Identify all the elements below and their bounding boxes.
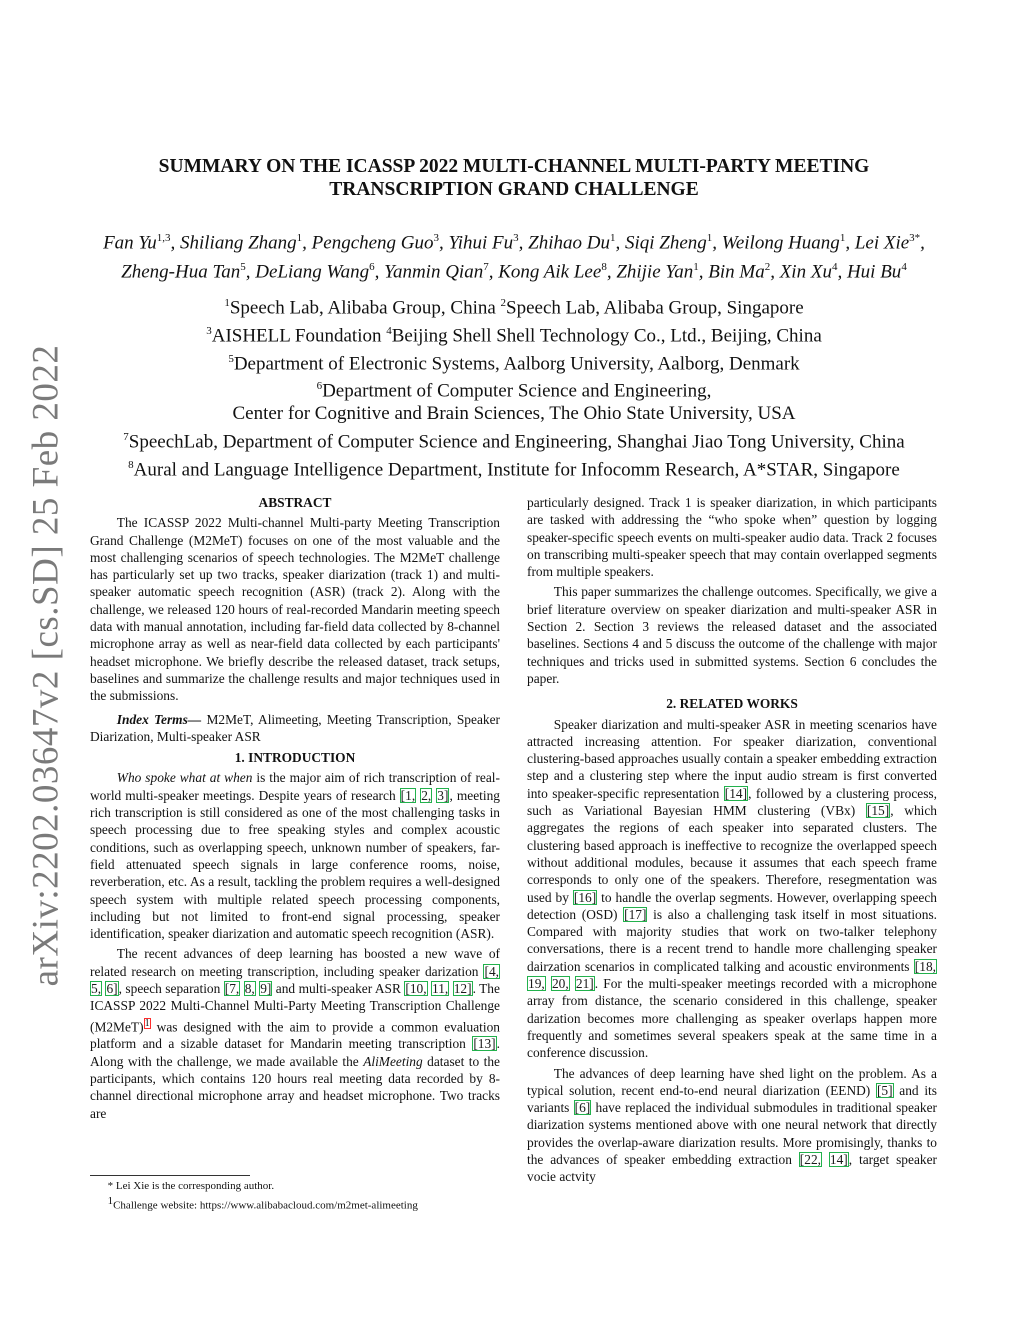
affiliation: Department of Computer Science and Engineering, [322,380,712,402]
author-name: Hui Bu [846,261,902,283]
text-run: to handle the overlap segments. However, overlapping speech detection (OSD) [527,889,937,922]
citation-link[interactable]: 5, [91,981,102,997]
title-line-2: TRANSCRIPTION GRAND CHALLENGE [329,179,699,200]
right-paragraph-2: This paper summarizes the challenge outcomes. Specifically, we give a brief literature overview on speaker diarization and multi-speaker ASR in Section 2. Section 3 reviews the released dataset and the associated baselines. Sections 4 and 5 discuss the outcome of the challenge with major techniques and tricks used in submitted systems. Section 6 concludes the paper. [527,584,937,686]
affiliation: Speech Lab, Alibaba Group, Singapore [506,297,804,319]
citation-link[interactable]: [13] [473,1036,496,1052]
author-name: Bin Ma [708,261,765,283]
author-name: Lei Xie [854,232,910,254]
affil-sup: 1 [224,297,230,309]
text-run: have replaced the individual submodules in traditional speaker diarization systems mentioned above with one neural network that directly provides the overlap-aware diarization results. More promisingly, thanks to the advances of speaker embedding extraction [527,1100,937,1167]
right-paragraph-1: particularly designed. Track 1 is speaker diarization, in which participants are tasked with addressing the “who spoke when” question by logging speaker-specific speech events on multi-speaker audio data. Track 2 focuses on transcribing multi-speaker speech that may contain overlapped segments from multiple speakers. [527,495,937,580]
citation-link[interactable]: 14] [829,1151,848,1167]
affiliation-line [60,426,968,454]
footnotes [90,1179,500,1213]
author-sup: 8 [601,261,607,274]
title-line-1: SUMMARY ON THE ICASSP 2022 MULTI-CHANNEL MULTI-PARTY MEETING [158,156,870,177]
author-name: Weilong Huang [721,232,840,254]
paper-title [100,155,928,201]
affiliation: Aural and Language Intelligence Department, Institute for Infocomm Research, A*STAR, Singapore [133,458,900,480]
intro-paragraph-2 [90,945,500,1121]
author-sup: 4 [901,261,907,274]
abstract-text: The ICASSP 2022 Multi-channel Multi-party Meeting Transcription Grand Challenge (M2MeT) focuses on one of the most valuable and the most challenging scenarios of speech technologies. The M2MeT challenge has particularly set up two tracks, speaker diarization (track 1) and multi-speaker automatic speech recognition (ASR) (track 2). Along with the challenge, we released 120 hours of real-recorded Mandarin meeting speech data with manual annotation, including far-field data collected by 8-channel microphone array as well as near-field data collected by each participants' headset microphone. We briefly describe the released dataset, track setups, baselines and summarize the challenge results and major techniques used in the submissions. [90,515,500,704]
text-run: Speaker diarization and multi-speaker ASR in meeting scenarios have attracted increasing attention. For speaker diarization, conventional clustering-based approaches usually contain a speaker embedding extraction step and a clustering step where the input audio stream is first converted into speaker-specific representation [527,716,937,801]
author-sup: 7 [483,261,489,274]
author-sup: 1 [693,261,699,274]
author-sup: 1 [706,232,713,244]
text-run: . For the multi-speaker meetings recorded with a microphone array from distance, the scenario considered in this challenge, speaker darization becomes more challenging as speaker overlaps happen more frequently and sometimes several speakers speak at the same time in a conference discussion. [527,976,937,1061]
affiliation: Department of Electronic Systems, Aalborg University, Aalborg, Denmark [233,352,800,374]
citation-link[interactable]: [7, [224,981,240,997]
citation-link[interactable]: 21] [575,976,594,992]
author-name: Zheng-Hua Tan [121,261,241,283]
author-sup: 1 [609,232,616,244]
citation-link[interactable]: 3] [437,787,449,803]
authors-line-1: Fan Yu$^{1,3}$, Shiliang Zhang$^1$, Pengcheng Guo$^3$, Yihui Fu$^3$, Zhihao Du$^1$, Siqi Zheng$^1$, Weilong Huang$^1$, Lei Xie$^{3*}$, [103,232,925,254]
related-paragraph-1 [527,716,937,1062]
citation-link[interactable]: 9] [260,981,272,997]
text-run: , followed by a clustering process, such as Variational Bayesian HMM clustering (VBx) [527,785,937,819]
affiliation: AISHELL Foundation [211,325,387,347]
citation-link[interactable]: [5] [876,1082,893,1098]
citation-link[interactable]: [16] [573,889,597,905]
footnote-link[interactable]: 1 [144,1017,150,1029]
footnote-corresponding: * Lei Xie is the corresponding author. [107,1180,275,1192]
left-column [90,494,500,1125]
text-run: and its variants [527,1082,937,1116]
citation-link[interactable]: [15] [866,803,890,819]
author-sup: 6 [369,261,375,274]
intro-heading: 1. INTRODUCTION [234,750,356,766]
affiliation: Beijing Shell Shell Technology Co., Ltd., Beijing, China [391,325,822,347]
right-column [527,494,937,1189]
text-run: . The ICASSP 2022 Multi-Channel Multi-Party Meeting Transcription Challenge (M2MeT) [90,981,500,1035]
author-name: Kong Aik Lee [498,261,602,283]
author-sup: 3 [513,232,519,244]
footnote-sup: 1 [107,1194,114,1207]
author-name: Xin Xu [779,261,832,283]
author-sup: 1,3 [156,232,171,244]
author-name: Siqi Zheng [624,232,707,254]
footnote-website [90,1194,500,1213]
author-name: Fan Yu [103,232,157,254]
citation-link[interactable]: [6] [574,1100,591,1116]
citation-link[interactable]: [4, [484,963,499,979]
index-terms-label: Index Terms— [116,711,202,727]
citation-link[interactable]: [1, [400,787,416,803]
affil-sup: 7 [123,430,129,443]
affiliations [60,292,968,481]
author-name: Shiliang Zhang [180,232,297,254]
citation-link[interactable]: 8, [244,981,255,997]
index-terms [90,711,500,746]
citation-link[interactable]: [18, [914,958,936,974]
text-run: was designed with the aim to provide a common evaluation platform and a sizable dataset for Mandarin meeting transcription [90,1019,500,1052]
author-name: Pengcheng Guo [311,232,434,254]
affiliation-line [60,292,968,320]
text-run: . Along with the challenge, we made available the [90,1036,500,1069]
footnote-divider [90,1175,250,1176]
text-run: is also a challenging task itself in most situations. Compared with majority studies that work on two-talker telephony conversations, there is a recent trend to handle more challenging speaker dairzation scenarios in complicated talking and acoustic environments [527,906,937,974]
citation-link[interactable]: 19, [528,976,545,992]
arxiv-identifier: arXiv:2202.03647v2 [cs.SD] 25 Feb 2022 [25,344,67,986]
affil-sup: 3 [206,324,212,337]
affiliation-line: Center for Cognitive and Brain Sciences, The Ohio State University, USA [232,403,796,425]
intro-lead: Who spoke what at when [116,770,253,786]
affiliation-line [60,375,968,403]
affiliation-line [60,320,968,348]
author-sup: 3 [433,232,440,244]
text-run: , target speaker vocie actvity [527,1151,937,1185]
abstract-heading: ABSTRACT [258,495,332,510]
author-name: DeLiang Wang [255,261,370,283]
related-works-heading: 2. RELATED WORKS [666,696,798,712]
author-sup: 2 [764,261,771,274]
text-run: and multi-speaker ASR [272,981,405,997]
citation-link[interactable]: 20, [551,976,569,992]
intro-paragraph-1 [90,769,500,942]
affil-sup: 8 [128,458,134,471]
author-name: Yihui Fu [448,232,514,254]
citation-link[interactable]: [22, [799,1151,821,1167]
author-name: Zhihao Du [528,232,610,254]
author-name: Zhijie Yan [616,261,694,283]
author-sup: 1 [839,232,846,244]
citation-link[interactable]: 11, [432,981,449,997]
author-sup: 1 [296,232,303,244]
text-run: The advances of deep learning have shed light on the problem. As a typical solution, recent end-to-end neural diarization (EEND) [527,1065,937,1098]
related-paragraph-2 [527,1065,937,1186]
text-run: , meeting rich transcription is still considered as one of the most challenging tasks in speech processing due to free speaking styles and complex acoustic conditions, such as overlapping speech, unknown number of speakers, far-field attenuated speech signals in large conference rooms, noise, reverberation, etc. As a result, tackling the problem requires a well-designed speech system with multiple related speech processing components, including but not limited to front-end signal processing, speaker identification, speaker diarization and automatic speech recognition (ASR). [90,787,500,942]
affiliation-line [60,348,968,376]
author-name: Yanmin Qian [384,261,484,283]
affiliation: SpeechLab, Department of Computer Science and Engineering, Shanghai Jiao Tong University, China [128,431,905,453]
citation-link[interactable]: [10, [405,981,427,997]
author-sup: 5 [240,261,246,274]
text-run: , which aggregates the regions of each speaker into separated clusters. The clustering based approach is ineffective to recognize the overlapped speech without additional modules, because it assumes that each speech frame corresponds to only one of the speakers. Therefore, resegmentation was used by [527,803,938,905]
citation-link[interactable]: 12] [453,981,472,997]
text-run: is the major aim of rich transcription of real-world multi-speaker meetings. Despite years of research [90,770,500,803]
citation-link[interactable]: 6] [106,981,118,997]
affil-sup: 4 [386,324,392,337]
affiliation: Speech Lab, Alibaba Group, China [229,297,501,319]
affiliation-line [60,454,968,482]
text-run: , speech separation [118,981,224,997]
author-sup: 4 [831,261,838,274]
index-terms-text: M2MeT, Alimeeting, Meeting Transcription, Speaker Diarization, Multi-speaker ASR [90,711,500,744]
authors-line-2: Zheng-Hua Tan$^5$, DeLiang Wang$^6$, Yanmin Qian$^7$, Kong Aik Lee$^8$, Zhijie Yan$^1$, Bin Ma$^2$, Xin Xu$^4$, Hui Bu$^4$ [121,261,907,283]
author-list [60,226,968,285]
text-run: The recent advances of deep learning has boosted a new wave of related research on meeting transcription, including speaker darization [90,946,500,979]
text-run: dataset to the participants, which contains 120 hours real meeting data recorded by 8-channel directional microphone array and headset microphone. Two tracks are [90,1053,500,1121]
affil-sup: 5 [228,352,234,365]
citation-link[interactable]: [17] [624,906,647,922]
affil-sup: 2 [500,297,507,309]
affil-sup: 6 [316,380,323,393]
dataset-name: AliMeeting [363,1053,423,1069]
citation-link[interactable]: 2, [421,787,432,803]
citation-link[interactable]: [14] [724,785,748,801]
author-sup: 3* [909,232,921,244]
footnote-website-text: Challenge website: https://www.alibabacloud.com/m2met-alimeeting [113,1199,418,1212]
